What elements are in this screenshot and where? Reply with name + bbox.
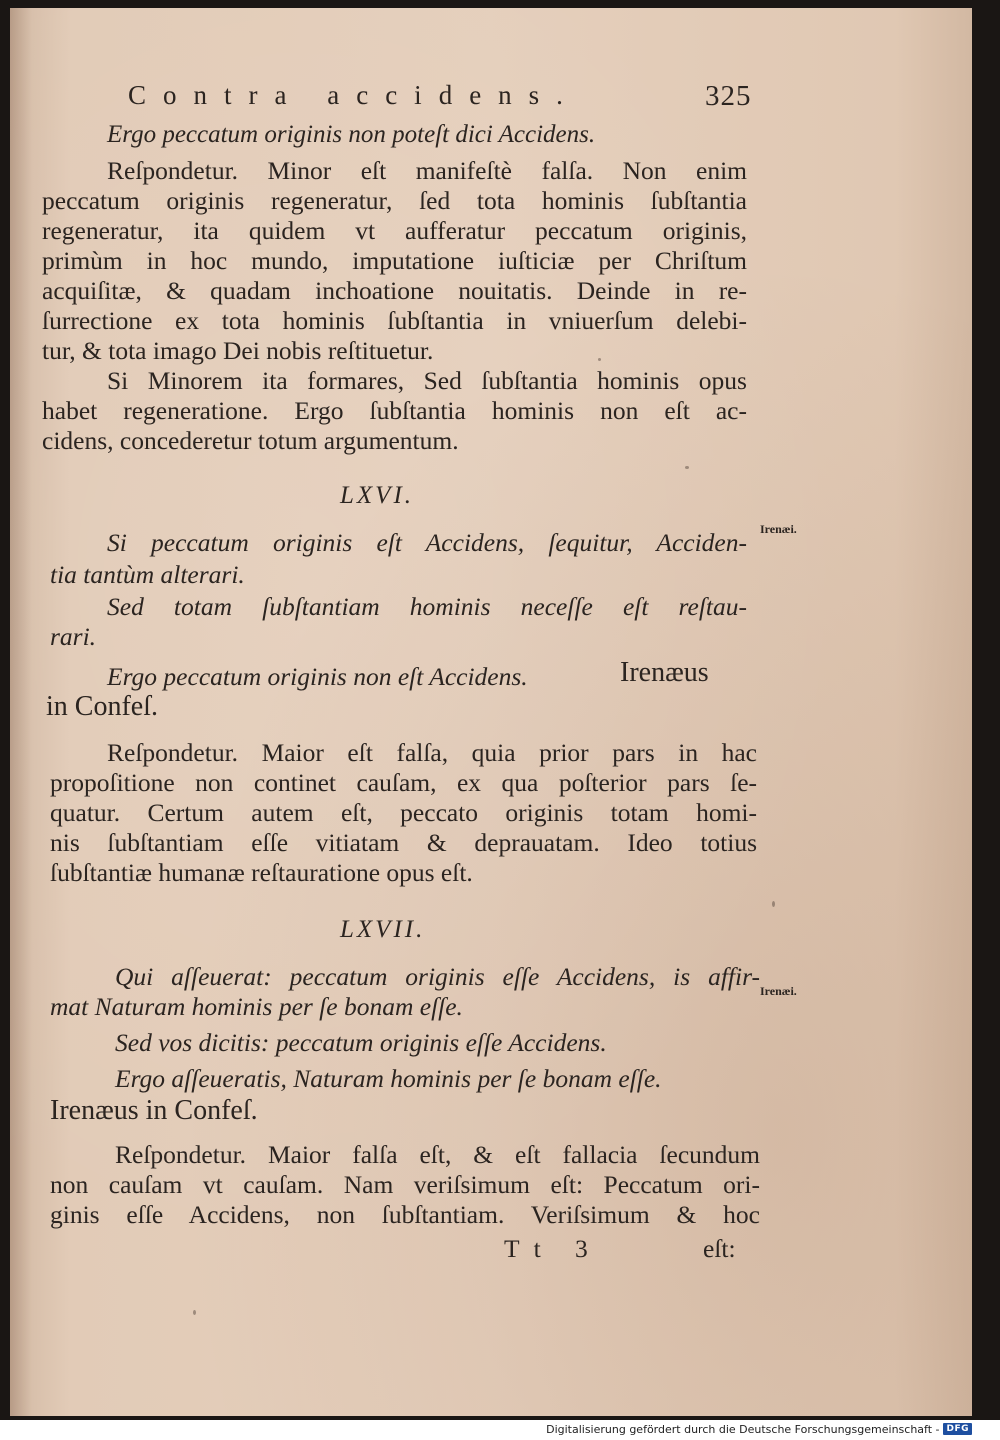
text-line: tur, & tota imago Dei nobis reſtituetur.	[42, 336, 434, 365]
text-line: mat Naturam hominis per ſe bonam eſſe.	[50, 992, 463, 1021]
margin-note-irenaei: Irenæi.	[760, 984, 797, 998]
text-line: Ergo peccatum originis non eſt Accidens.	[107, 662, 528, 691]
text-line: propoſitione non continet cauſam, ex qua poſterior pars ſe-	[50, 768, 757, 797]
section-heading-lxvii: LXVII.	[340, 916, 426, 943]
paper-speck	[685, 466, 689, 469]
text-line: peccatum originis regeneratur, ſed tota hominis ſubſtantia	[42, 186, 747, 215]
text-line: Irenæus in Confeſ.	[50, 1095, 258, 1126]
credit-text: Digitalisierung gefördert durch die Deutsche Forschungsgemeinschaft -	[546, 1422, 940, 1436]
dfg-logo: DFG	[943, 1423, 972, 1435]
text-line: ſurrectione ex tota hominis ſubſtantia in vniuerſum delebi-	[42, 306, 747, 335]
paper-speck	[772, 901, 775, 907]
text-line: in Confeſ.	[46, 691, 158, 722]
digitization-credit	[546, 1421, 972, 1437]
text-line: Ergo aſſeueratis, Naturam hominis per ſe bonam eſſe.	[115, 1064, 662, 1093]
text-line: cidens, concederetur totum argumentum.	[42, 426, 459, 455]
running-head: Contra accidens.	[128, 80, 580, 110]
margin-note-irenaei: Irenæi.	[760, 522, 797, 536]
text-line: Si Minorem ita formares, Sed ſubſtantia hominis opus	[107, 366, 747, 395]
text-line: primùm in hoc mundo, imputatione iuſticiæ per Chriſtum	[42, 246, 747, 275]
text-line: habet regeneratione. Ergo ſubſtantia hominis non eſt ac-	[42, 396, 747, 425]
catchword: eſt:	[703, 1234, 736, 1263]
text-line: rari.	[50, 622, 97, 651]
text-line: regeneratur, ita quidem vt aufferatur peccatum originis,	[42, 216, 747, 245]
book-page	[10, 8, 972, 1416]
text-line: Irenæus	[620, 657, 709, 688]
text-line: nis ſubſtantiam eſſe vitiatam & deprauatam. Ideo totius	[50, 828, 757, 857]
text-line: ginis eſſe Accidens, non ſubſtantiam. Veriſsimum & hoc	[50, 1200, 760, 1229]
page-number: 325	[705, 80, 752, 112]
text-line: non cauſam vt cauſam. Nam veriſsimum eſt: Peccatum ori-	[50, 1170, 760, 1199]
text-line: Ergo peccatum originis non poteſt dici Accidens.	[107, 121, 596, 148]
text-line: Qui aſſeuerat: peccatum originis eſſe Accidens, is affir-	[115, 962, 760, 991]
text-line: Reſpondetur. Minor eſt manifeſtè falſa. Non enim	[107, 156, 747, 185]
signature-mark: Tt 3	[504, 1234, 602, 1263]
section-heading-lxvi: LXVI.	[340, 482, 415, 509]
text-line: Reſpondetur. Maior eſt falſa, quia prior pars in hac	[107, 738, 757, 767]
text-line: Reſpondetur. Maior falſa eſt, & eſt fallacia ſecundum	[115, 1140, 760, 1169]
text-line: ſubſtantiæ humanæ reſtauratione opus eſt.	[50, 858, 473, 887]
paper-speck	[598, 358, 601, 361]
text-line: quatur. Certum autem eſt, peccato originis totam homi-	[50, 798, 757, 827]
text-line: acquiſitæ, & quadam inchoatione nouitatis. Deinde in re-	[42, 276, 747, 305]
text-line: Sed vos dicitis: peccatum originis eſſe Accidens.	[115, 1028, 607, 1057]
text-line: Si peccatum originis eſt Accidens, ſequitur, Acciden-	[107, 528, 747, 557]
paper-speck	[193, 1310, 196, 1315]
text-line: tia tantùm alterari.	[50, 560, 245, 589]
text-line: Sed totam ſubſtantiam hominis neceſſe eſt reſtau-	[107, 592, 747, 621]
